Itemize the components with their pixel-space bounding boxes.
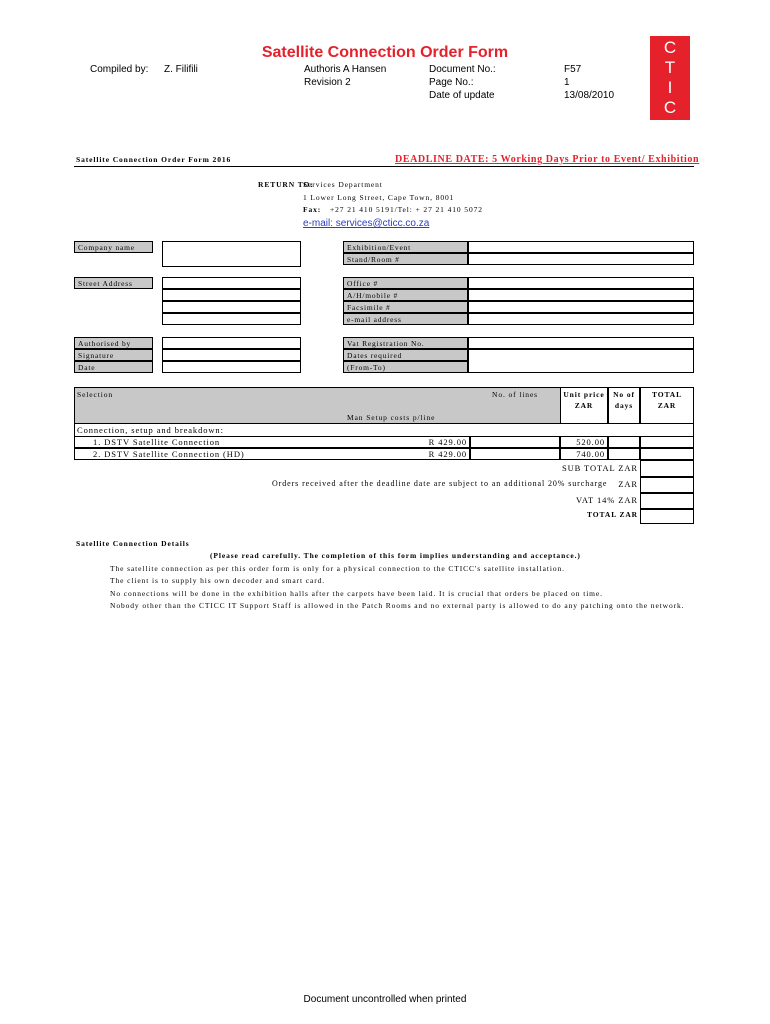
office-input[interactable] xyxy=(468,277,694,289)
stand-room-input[interactable] xyxy=(468,253,694,265)
cticc-logo xyxy=(650,36,690,137)
fax-label: Fax: xyxy=(303,205,322,214)
total-cell-2 xyxy=(640,448,694,460)
details-line: The satellite connection as per this order form is only for a physical connection to the CTICC's satellite installation. xyxy=(110,564,565,573)
street-address-input-4[interactable] xyxy=(162,313,301,325)
vat-registration-input[interactable] xyxy=(468,337,694,349)
ah-mobile-label: A/H/mobile # xyxy=(343,289,468,301)
compiled-by-value: Z. Filifili xyxy=(164,64,198,75)
facsimile-input[interactable] xyxy=(468,301,694,313)
street-address-input-3[interactable] xyxy=(162,301,301,313)
office-label: Office # xyxy=(343,277,468,289)
dates-required-label: Dates required xyxy=(343,349,468,361)
lines-input-1[interactable] xyxy=(470,436,560,448)
logo-letter: C xyxy=(663,98,677,117)
email-address-input[interactable] xyxy=(468,313,694,325)
subtotal-value xyxy=(640,460,694,477)
date-label: Date of update xyxy=(429,90,495,101)
row-name-1: 1. DSTV Satellite Connection xyxy=(93,437,221,447)
exhibition-event-input[interactable] xyxy=(468,241,694,253)
vat-value xyxy=(640,493,694,509)
row-unit-2: 740.00 xyxy=(576,449,605,459)
logo-letter: C xyxy=(663,118,677,137)
stand-room-label: Stand/Room # xyxy=(343,253,468,265)
details-notice: (Please read carefully. The completion of this form implies understanding and acceptance.) xyxy=(210,551,581,560)
dates-required-input[interactable] xyxy=(468,349,694,373)
fax-value: +27 21 410 5191/Tel: + 27 21 410 5072 xyxy=(330,205,483,214)
page-no-value: 1 xyxy=(564,77,570,88)
days-input-1[interactable] xyxy=(608,436,640,448)
doc-no-value: F57 xyxy=(564,64,582,75)
signature-input[interactable] xyxy=(162,349,301,361)
surcharge-value xyxy=(640,477,694,493)
page-no-label: Page No.: xyxy=(429,77,474,88)
total-label: TOTAL xyxy=(651,390,683,399)
street-address-input-2[interactable] xyxy=(162,289,301,301)
email-link[interactable]: e-mail: services@cticc.co.za xyxy=(303,218,430,229)
row-unit-1: 520.00 xyxy=(576,437,605,447)
ah-mobile-input[interactable] xyxy=(468,289,694,301)
form-name: Satellite Connection Order Form 2016 xyxy=(76,155,232,164)
logo-letter: I xyxy=(667,78,673,97)
vat-label: VAT 14% ZAR xyxy=(575,495,638,505)
return-dept: Services Department xyxy=(303,180,383,189)
company-name-input[interactable] xyxy=(162,241,301,267)
email-address-label: e-mail address xyxy=(343,313,468,325)
company-name-label: Company name xyxy=(74,241,153,253)
vat-registration-label: Vat Registration No. xyxy=(343,337,468,349)
lines-input-2[interactable] xyxy=(470,448,560,460)
subtotal-label: SUB TOTAL ZAR xyxy=(561,463,638,473)
deadline-notice: DEADLINE DATE: 5 Working Days Prior to Event/ Exhibition xyxy=(395,154,700,165)
no-of-label: No of xyxy=(613,390,635,399)
man-setup-label: Man Setup costs p/line xyxy=(347,413,436,422)
row-setup-2: R 429.00 xyxy=(428,449,467,459)
details-line: Nobody other than the CTICC IT Support Staff is allowed in the Patch Rooms and no external party is allowed to do any patching onto the network. xyxy=(110,601,685,610)
unit-zar-label: ZAR xyxy=(574,401,594,410)
days-label: days xyxy=(614,401,634,410)
selection-label: Selection xyxy=(77,390,114,399)
details-line: No connections will be done in the exhibition halls after the carpets have been laid. It is crucial that orders be placed on time. xyxy=(110,589,603,598)
total-zar-label: ZAR xyxy=(657,401,677,410)
no-of-lines-label: No. of lines xyxy=(492,390,539,399)
details-line: The client is to supply his own decoder and smart card. xyxy=(110,576,326,585)
doc-no-label: Document No.: xyxy=(429,64,496,75)
date-input[interactable] xyxy=(162,361,301,373)
row-name-2: 2. DSTV Satellite Connection (HD) xyxy=(93,449,245,459)
footer-note: Document uncontrolled when printed xyxy=(303,994,467,1005)
compiled-by-label: Compiled by: xyxy=(90,64,149,75)
from-to-label: (From-To) xyxy=(343,361,468,373)
banner-rule xyxy=(74,166,694,167)
date-value: 13/08/2010 xyxy=(564,90,615,101)
total-final-label: TOTAL ZAR xyxy=(587,510,638,519)
unit-price-label: Unit price xyxy=(563,390,605,399)
surcharge-zar: ZAR xyxy=(618,479,638,489)
days-input-2[interactable] xyxy=(608,448,640,460)
total-final-value xyxy=(640,509,694,524)
facsimile-label: Facsimile # xyxy=(343,301,468,313)
street-address-label: Street Address xyxy=(74,277,153,289)
details-heading: Satellite Connection Details xyxy=(76,539,190,548)
logo-letter: T xyxy=(664,58,676,77)
street-address-input-1[interactable] xyxy=(162,277,301,289)
total-cell-1 xyxy=(640,436,694,448)
revision: Revision 2 xyxy=(304,77,351,88)
surcharge-note: Orders received after the deadline date are subject to an additional 20% surcharge xyxy=(272,479,608,488)
authorised-by-label: Authorised by xyxy=(74,337,153,349)
date-field-label: Date xyxy=(74,361,153,373)
section-heading: Connection, setup and breakdown: xyxy=(77,425,224,435)
return-address: 1 Lower Long Street, Cape Town, 8001 xyxy=(303,193,455,202)
signature-label: Signature xyxy=(74,349,153,361)
return-to-label: RETURN TO: xyxy=(258,180,314,189)
logo-letter: C xyxy=(663,38,677,57)
row-setup-1: R 429.00 xyxy=(428,437,467,447)
form-title: Satellite Connection Order Form xyxy=(261,44,509,61)
authoris: Authoris A Hansen xyxy=(304,64,387,75)
authorised-by-input[interactable] xyxy=(162,337,301,349)
exhibition-event-label: Exhibition/Event xyxy=(343,241,468,253)
